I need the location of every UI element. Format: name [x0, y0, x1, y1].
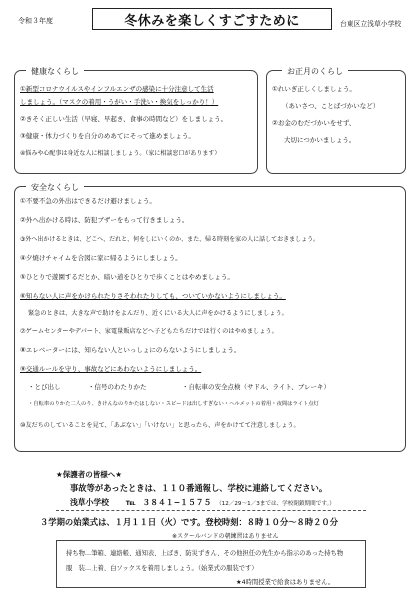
school-name: 台東区立浅草小学校: [340, 20, 402, 28]
health-item-2: ②きそく正しい生活（早寝、早起き、食事の時間など）をしましょう。: [20, 115, 228, 123]
newyear-item-2: ②お金のむだづかいをせず、: [272, 119, 356, 127]
page-title: 冬休みを楽しくすごすために: [124, 13, 300, 29]
safety-item-2: ②外へ出かける時は、防犯ブザーをもって行きましょう。: [20, 216, 189, 224]
health-item-1: ①新型コロナウイルスやインフルエンザの感染に十分注意して生活: [20, 85, 214, 93]
health-label: [26, 66, 84, 77]
safety-item-8: ⑧エレベーターには、知らない人といっしょにのらないようにしましょう。: [20, 346, 241, 354]
safety-item-1: ①不要不急の外出はできるだけ避けましょう。: [20, 197, 156, 205]
bike-point-1: ・とび出し: [28, 383, 61, 391]
health-item-4: ④悩みや心配事は身近な人に相談しましょう。（家に相談窓口があります）: [20, 150, 221, 157]
newyear-label: [282, 66, 348, 77]
safety-label-text: 安全なくらし: [31, 183, 79, 192]
bike-point-2: ・信号のわたりかた: [88, 383, 147, 391]
belongings-line: 持ち物…筆箱、連絡帳、通知表、上ばき、防災ずきん、その他担任の先生から指示のあった持ち物: [66, 550, 344, 557]
safety-section: [14, 186, 406, 452]
newyear-item-1: ①れいぎ正しくしましょう。: [272, 85, 356, 93]
page-title-box: [92, 8, 332, 30]
health-item-3: ③健康・体力づくりを自分のめあてにそって進めましょう。: [20, 132, 195, 140]
safety-item-9: ⑨交通ルールを守り、事故などにあわないようにしましょう。: [20, 365, 202, 373]
safety-item-5: ⑤ひとりで遊園するだとか、暗い道をひとりで歩くことはやめましょう。: [20, 273, 234, 281]
lunch-line: ★4時間授業で給食はありません。: [236, 579, 335, 586]
notice-school: 浅草小学校: [70, 498, 109, 507]
newyear-item-2-cont: 大切につかいましょう。: [284, 136, 356, 144]
safety-item-3: ③外へ出かけるときは、どこへ、だれと、何をしにいくのか、また、帰る時刻を家の人に話しておきましょう。: [20, 236, 320, 243]
phone-line: [70, 497, 335, 508]
term-start: ３学期の始業式は、１月１１日（火）です。登校時刻：８時１０分～８時２０分: [40, 517, 339, 527]
safety-item-6-sub: 緊急のときは、大きな声で助けをよんだり、近くにいる大人に声をかけるようにしましょう。: [28, 310, 288, 317]
tel-number: ３８４１−１５７５: [142, 498, 212, 507]
newyear-item-1-cont: （あいさつ、ことばづかいなど）: [282, 102, 380, 110]
safety-item-7: ⑦ゲームセンターやデパート、家電量販店などへ子どもたちだけでは行くのはやめましょう。: [20, 328, 278, 335]
fiscal-year: 令和３年度: [18, 17, 53, 25]
bike-point-3: ・自転車の安全点検（サドル、ライト、ブレーキ）: [182, 383, 330, 391]
bike-note: ・自転車のりかた二人のり、きけんなのりかたはしない・スピードは出しすぎない・ヘルメットの着用・夜間はライト点灯: [28, 401, 319, 407]
notice-title: ★保護者の皆様へ★: [56, 470, 122, 479]
tel-note: （12／29～1／3までは、学校閉鎖期間です。）: [216, 501, 335, 507]
health-label-text: 健康なくらし: [31, 67, 79, 76]
safety-item-6: ⑥知らない人に声をかけられたりさそわれたりしても、ついていかないようにしましょう。: [20, 292, 286, 300]
safety-label: [26, 182, 84, 193]
safety-item-10: ⑩友だちのしていることを見て、「あぶない」「いけない」と思ったら、声をかけてて注意しましょう。: [20, 422, 300, 429]
notice-main: 事故等があったときは、１１０番通報し、学校に連絡してください。: [70, 483, 328, 493]
health-item-1-cont: しましょう。（マスクの着用・うがい・手洗い・換気をしっかり！）: [20, 98, 219, 106]
clothing-line: 服 装…上着、白ソックスを着用しましょう。（始業式の服装です）: [66, 565, 258, 572]
newyear-label-text: お正月のくらし: [287, 67, 343, 76]
term-start-sub: ※スクールバンドの朝練習はありません: [172, 533, 279, 540]
safety-item-4: ④夕焼けチャイムを合図に家に帰るようにしましょう。: [20, 254, 182, 262]
tel-label: ℡: [125, 498, 136, 507]
notice-divider: [56, 510, 366, 511]
